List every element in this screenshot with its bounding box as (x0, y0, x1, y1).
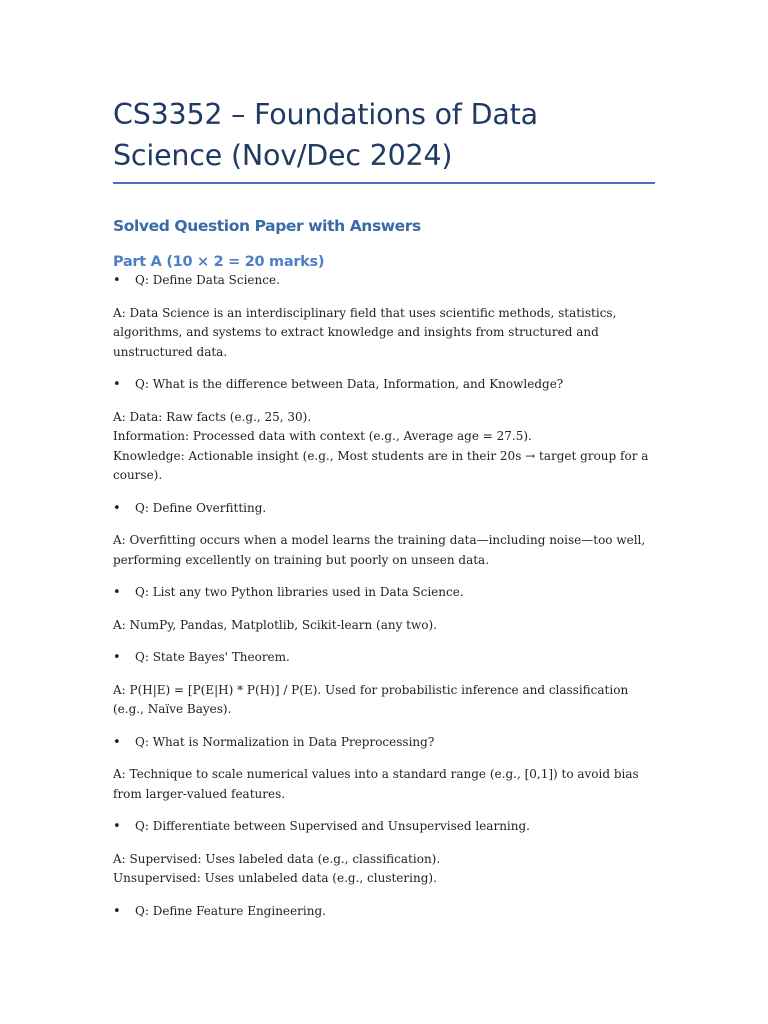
question-text: Q: What is Normalization in Data Preprocessing? (135, 734, 435, 749)
answer-text (113, 765, 655, 804)
answer-text (113, 531, 655, 570)
answer-text (113, 850, 655, 889)
bullet-icon: • (113, 819, 121, 834)
bullet-icon: • (113, 377, 121, 392)
answer-line: Knowledge: Actionable insight (e.g., Most students are in their 20s → target group for a course). (113, 448, 649, 482)
title-underline (113, 182, 655, 184)
part-a-heading: Part A (10 × 2 = 20 marks) (113, 254, 325, 270)
answer-line: Information: Processed data with context (e.g., Average age = 27.5). (113, 429, 532, 443)
question-text: Q: Differentiate between Supervised and Unsupervised learning. (135, 819, 530, 833)
document-title: CS3352 – Foundations of Data Science (Nov/Dec 2024) (113, 98, 538, 172)
document-page (113, 94, 655, 921)
answer-line: Unsupervised: Uses unlabeled data (e.g., clustering). (113, 871, 437, 885)
answer-line: A: Data Science is an interdisciplinary field that uses scientific methods, statistics, algorithms, and systems to extract knowledge and insights from structured and unstructured data. (113, 305, 617, 359)
answer-text (113, 408, 655, 486)
answer-line: A: Overfitting occurs when a model learns the training data—including noise—too well, performing excellently on training but poorly on unseen data. (113, 533, 646, 567)
bullet-icon: • (113, 585, 121, 600)
bullet-icon: • (113, 903, 121, 919)
answer-line: A: Technique to scale numerical values into a standard range (e.g., [0,1]) to avoid bias from larger-valued features. (113, 767, 639, 801)
question-item (113, 375, 655, 395)
question-item (113, 817, 655, 837)
answer-text (113, 616, 655, 636)
question-text: Q: Define Data Science. (135, 273, 280, 287)
qa-list (113, 271, 655, 921)
question-item (113, 499, 655, 519)
question-item (113, 583, 655, 603)
question-text: Q: What is the difference between Data, Information, and Knowledge? (135, 377, 564, 391)
answer-text (113, 681, 655, 720)
question-item (113, 648, 655, 668)
answer-line: A: P(H|E) = [P(E|H) * P(H)] / P(E). Used for probabilistic inference and classification (e.g., Naïve Bayes). (113, 682, 629, 716)
question-text: Q: List any two Python libraries used in Data Science. (135, 585, 464, 599)
answer-line: A: Supervised: Uses labeled data (e.g., classification). (113, 851, 441, 866)
question-item (113, 733, 655, 753)
question-text: Q: Define Overfitting. (135, 500, 267, 515)
question-item (113, 902, 655, 922)
question-text: Q: State Bayes' Theorem. (135, 650, 290, 664)
bullet-icon: • (113, 734, 121, 750)
bullet-icon: • (113, 273, 121, 288)
bullet-icon: • (113, 500, 121, 516)
document-subtitle: Solved Question Paper with Answers (113, 217, 421, 235)
bullet-icon: • (113, 650, 121, 665)
question-item (113, 271, 655, 291)
answer-line: A: Data: Raw facts (e.g., 25, 30). (113, 409, 312, 424)
question-text: Q: Define Feature Engineering. (135, 903, 326, 918)
answer-text (113, 304, 655, 363)
answer-line: A: NumPy, Pandas, Matplotlib, Scikit-learn (any two). (113, 617, 437, 632)
